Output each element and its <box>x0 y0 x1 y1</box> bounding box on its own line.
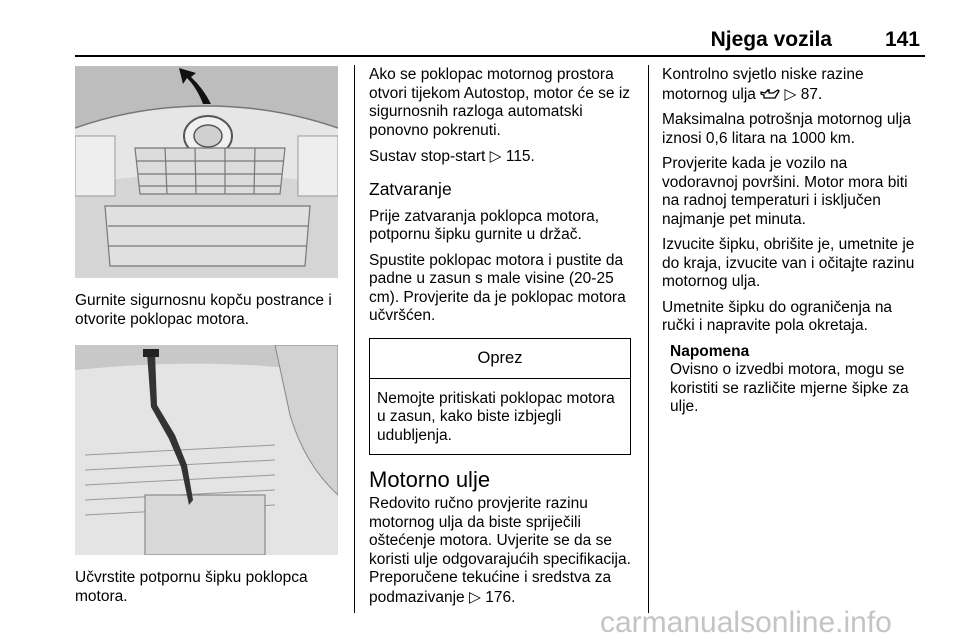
stop-start-reference: Sustav stop-start ▷ 115. <box>369 147 535 165</box>
check-conditions-paragraph: Provjerite kada je vozilo na vodoravnoj površini. Motor mora biti na radnoj temperaturi i isključen najmanje pet minuta. <box>662 155 908 228</box>
closing-paragraph-1: Prije zatvaranja poklopca motora, potpornu šipku gurnite u držač. <box>369 207 600 243</box>
heading-engine-oil: Motorno ulje <box>369 467 491 492</box>
oil-can-icon <box>760 89 780 100</box>
support-rod-illustration <box>75 345 338 555</box>
note-body: Ovisno o izvedbi motora, mogu se koristiti se različite mjerne šipke za ulje. <box>670 361 909 415</box>
caution-box <box>369 338 631 456</box>
column-1 <box>75 66 343 606</box>
autostop-paragraph: Ako se poklopac motornog prostora otvori tijekom Autostop, motor će se iz sigurnosnih razloga automatski ponovno pokrenuti. <box>369 66 631 139</box>
insert-dipstick-paragraph: Umetnite šipku do ograničenja na ručki i napravite pola okretaja. <box>662 298 893 334</box>
hood-release-illustration <box>75 66 338 278</box>
engine-oil-paragraph: Redovito ručno provjerite razinu motornog ulja da biste spriječili oštećenje motora. Uvjerite se da se koristi ulje odgovarajućih specifikacija. Preporučene tekućine i sredstva za podmazivanje ▷ 176. <box>369 495 631 606</box>
note-box <box>670 343 925 417</box>
note-title: Napomena <box>670 342 750 360</box>
dipstick-paragraph: Izvucite šipku, obrišite je, umetnite je do kraja, izvucite van i očitajte razinu motornog ulja. <box>662 236 915 290</box>
oil-warning-light-paragraph: Kontrolno svjetlo niske razine motornog ulja ▷ 87. <box>662 66 864 103</box>
column-divider-2 <box>648 65 649 613</box>
oil-consumption-paragraph: Maksimalna potrošnja motornog ulja iznosi 0,6 litara na 1000 km. <box>662 111 911 147</box>
column-divider-1 <box>354 65 355 613</box>
heading-closing: Zatvaranje <box>369 178 452 199</box>
caution-body: Nemojte pritiskati poklopac motora u zasun, kako biste izbjegli udubljenja. <box>377 389 615 444</box>
column-2 <box>369 66 633 614</box>
closing-paragraph-2: Spustite poklopac motora i pustite da padne u zasun s male visine (20-25 cm). Provjerite da je poklopac motora učvršćen. <box>369 251 626 324</box>
page-reference-arrow-icon: ▷ <box>489 147 502 165</box>
section-title: Njega vozila <box>710 28 832 51</box>
column-3 <box>662 66 925 417</box>
figure-2-caption: Učvrstite potpornu šipku poklopca motora. <box>75 569 308 605</box>
figure-1-caption: Gurnite sigurnosnu kopču postrance i otvorite poklopac motora. <box>75 292 332 328</box>
header-rule <box>75 55 925 57</box>
page-reference-arrow-icon: ▷ <box>468 587 481 606</box>
watermark: carmanualsonline.info <box>600 606 892 639</box>
caution-title: Oprez <box>370 339 630 379</box>
page-reference-arrow-icon: ▷ <box>784 84 797 103</box>
page-number: 141 <box>884 28 920 51</box>
